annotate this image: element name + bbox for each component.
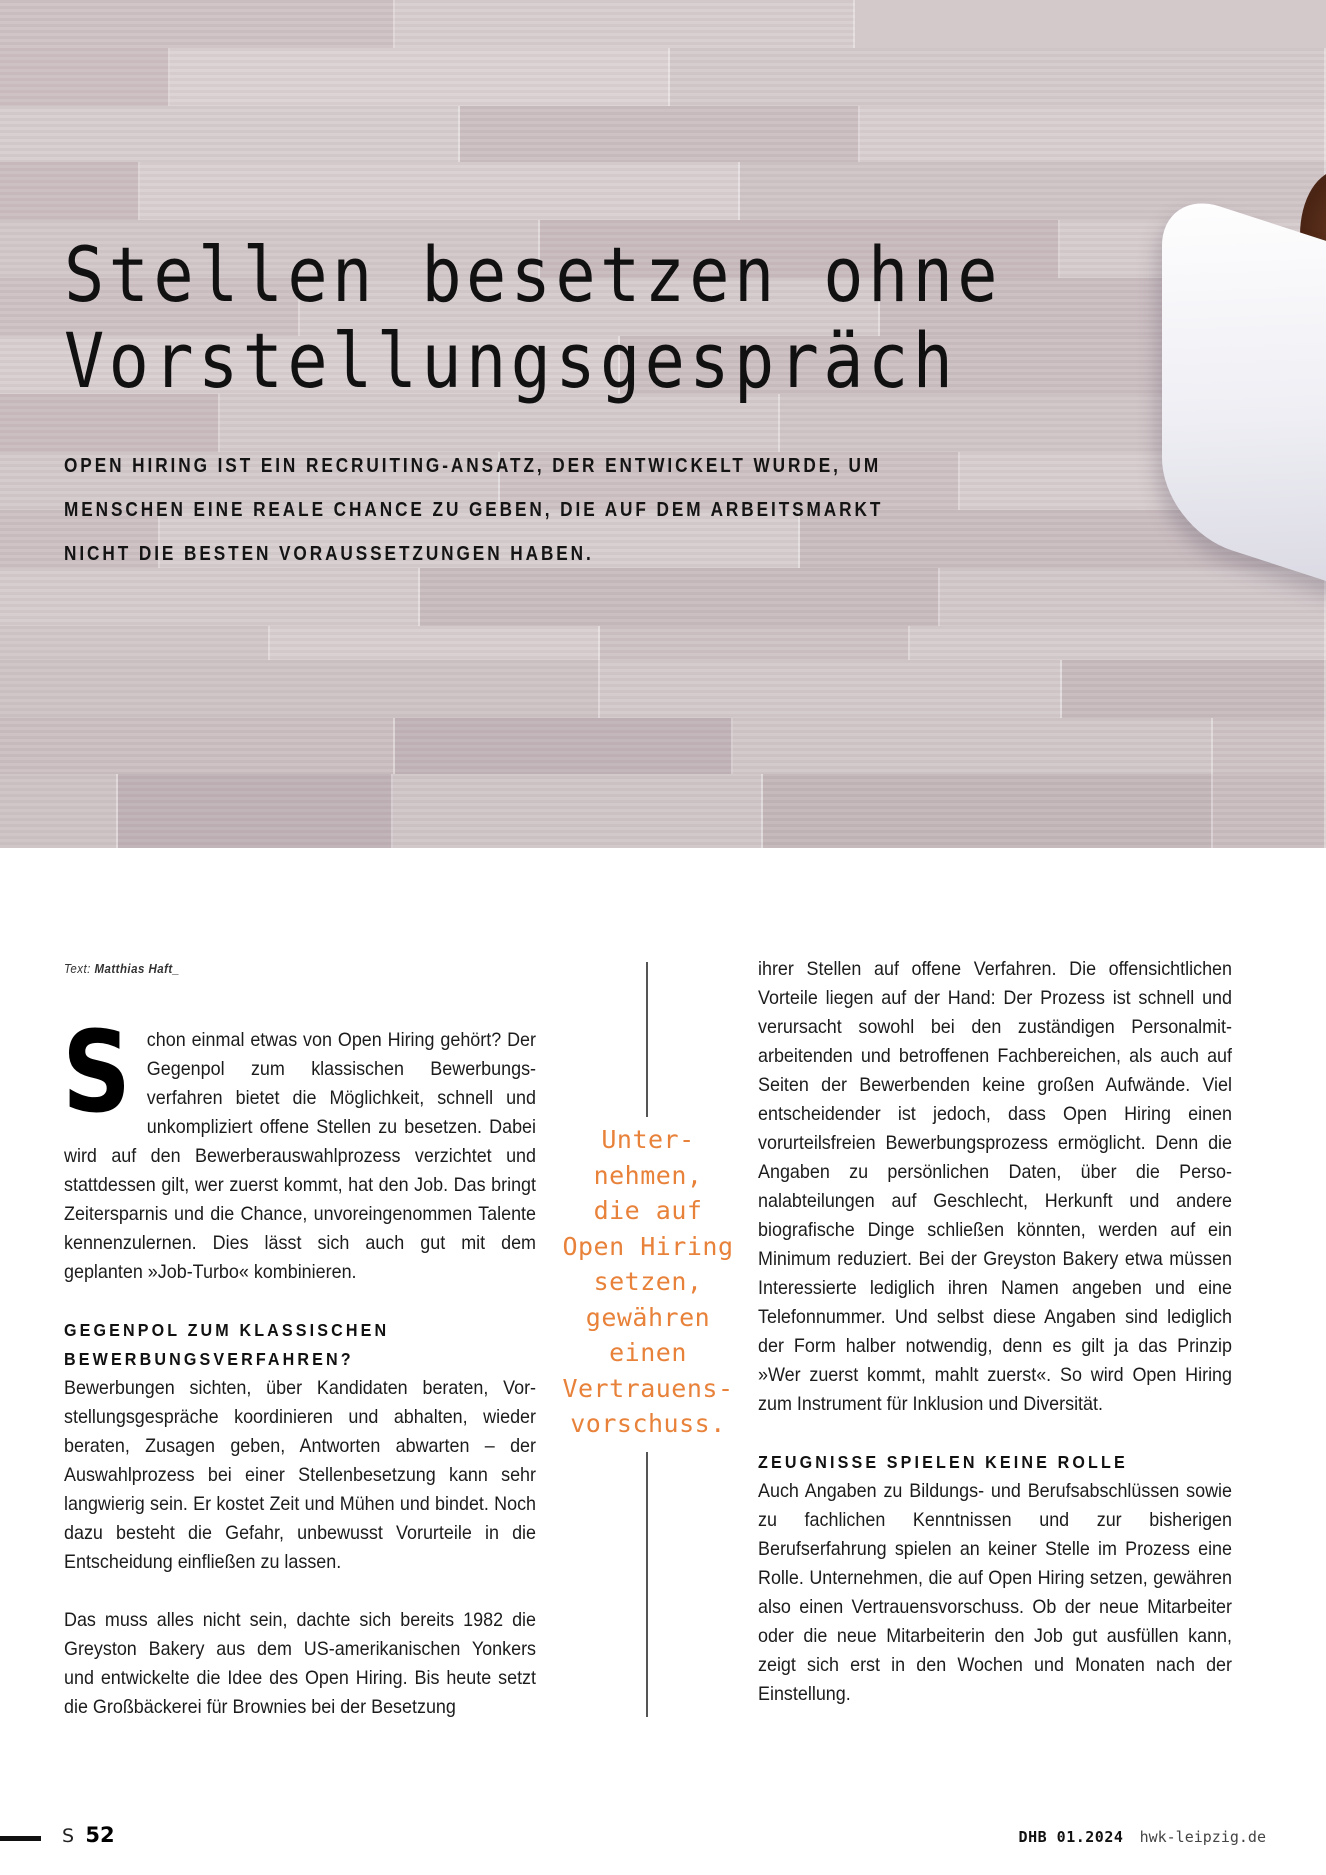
headline-line-2: Vorstellungsgespräch — [64, 316, 958, 405]
section-1-paragraph-2: Das muss alles nicht sein, dachte sich bereits 1982 die Greyston Bakery aus dem US-amerikanischen Yonkers und entwickelte die Idee des Open Hiring. Bis heute setzt die Großbäckerei für Brownies bei der Besetzung — [64, 1609, 537, 1718]
footer-rule — [0, 1836, 41, 1841]
hero-image — [0, 0, 1326, 848]
article-column-right — [758, 955, 1232, 1709]
lead-line-2: MENSCHEN EINE REALE CHANCE ZU GEBEN, DIE AUF DEM ARBEITSMARKT — [64, 499, 884, 521]
pull-quote-rule-top — [646, 962, 648, 1117]
pull-quote-line: einen — [609, 1338, 687, 1367]
floor-plank-row — [0, 568, 1326, 628]
floor-plank-row — [0, 106, 1326, 166]
footer-publication — [1019, 1828, 1266, 1846]
lead-line-1: OPEN HIRING IST EIN RECRUITING-ANSATZ, DER ENTWICKELT WURDE, UM — [64, 455, 882, 477]
pull-quote-line: Open Hiring — [562, 1231, 734, 1261]
floor-plank-row — [0, 162, 1326, 222]
section-letter: S — [62, 1825, 75, 1847]
pull-quote-line: nehmen, — [593, 1160, 703, 1190]
pull-quote-line: die auf — [593, 1196, 703, 1225]
page-number-value: 52 — [85, 1823, 115, 1847]
section-1-paragraph-2-continued: ihrer Stellen auf offene Verfahren. Die offensichtlichen Vorteile liegen auf der Hand: Der Prozess ist schnell und verursacht sowohl bei den zuständigen Personalmitarbeitenden und betroffenen Fachbereichen, als auch auf Seiten der Bewerbenden keine großen Aufwände. Viel entscheidender ist jedoch, dass Open Hiring einen vorurteilsfreien Bewerbungsprozess ermöglicht. Denn die Angaben zu persönlichen Daten, über die Personalabteilungen auf Geschlecht, Herkunft und andere biografische Dinge schließen könnten, werden auf ein Minimum reduziert. Bei der Greyston Bakery etwa müssen Interessierte lediglich ihren Namen angeben und eine Telefonnummer. Und selbst diese Angaben sind lediglich der Form halber notwendig, denn es gilt ja das Prinzip »Wer zuerst kommt, mahlt zuerst«. So wird Open Hiring zum Instrument für Inklusion und Diversität. — [758, 958, 1233, 1415]
pull-quote-line: Unter- — [601, 1125, 695, 1154]
section-heading-gegenpol: GEGENPOL ZUM KLASSISCHEN BEWERBUNGSVERFAHREN? — [64, 1320, 390, 1369]
pull-quote-line: setzen, — [593, 1267, 703, 1296]
byline-author: Matthias Haft_ — [94, 962, 180, 976]
floor-plank-row — [0, 660, 1326, 720]
pull-quote — [548, 1122, 748, 1442]
drop-cap: S — [62, 1006, 132, 1139]
page-number — [62, 1823, 115, 1848]
section-2-paragraph-1: Auch Angaben zu Bildungs- und Berufsabschlüssen sowie zu fachlichen Kenntnissen und zur bisherigen Berufserfahrung spielen an keiner Stelle im Prozess eine Rolle. Unternehmen, die auf Open Hiring setzen, gewähren also einen Vertrauensvorschuss. Ob der neue Mitarbeiter oder die neue Mitarbeiterin den Job gut ausfüllen kann, zeigt sich erst in den Wochen und Monaten nach der Einstellung. — [758, 1480, 1233, 1705]
article-column-left — [64, 955, 536, 1722]
issue-label: DHB 01.2024 — [1018, 1828, 1124, 1846]
section-heading-zeugnisse: ZEUGNISSE SPIELEN KEINE ROLLE — [758, 1452, 1128, 1472]
website-link[interactable]: hwk-leipzig.de — [1139, 1828, 1266, 1846]
headline-line-1: Stellen besetzen ohne — [64, 230, 1002, 319]
intro-text: chon einmal etwas von Open Hiring gehört? Der Gegenpol zum klassischen Bewerbungsverfahren bietet die Möglichkeit, schnell und unkompliziert offene Stellen zu besetzen. Dabei wird auf den Bewerberauswahlprozess verzichtet und stattdessen gilt, wer zuerst kommt, hat den Job. Das bringt Zeitersparnis und die Chance, unvoreingenommen Talente kennenzulernen. Dies lässt sich auch gut mit dem geplanten »Job-Turbo« kombinieren. — [64, 1029, 537, 1283]
pull-quote-line: gewähren — [585, 1302, 711, 1332]
floor-plank-row — [0, 718, 1326, 778]
pull-quote-rule-bottom — [646, 1452, 648, 1717]
pull-quote-line: Vertrauens- — [562, 1373, 734, 1403]
pull-quote-line: vorschuss. — [570, 1409, 726, 1438]
article-headline — [64, 232, 1032, 404]
floor-plank-row — [0, 48, 1326, 108]
intro-paragraph — [62, 1006, 537, 1287]
lead-line-3: NICHT DIE BESTEN VORAUSSETZUNGEN HABEN. — [64, 543, 594, 565]
article-lead — [64, 444, 907, 576]
byline-label: Text: — [64, 962, 91, 976]
section-1-paragraph-1: Bewerbungen sichten, über Kandidaten beraten, Vorstellungsgespräche koordinieren und abhalten, wieder beraten, Zusagen geben, Antworten abwarten – der Auswahlprozess bei einer Stellenbesetzung kann sehr langwierig sein. Er kostet Zeit und Mühen und bindet. Noch dazu besteht die Gefahr, unbewusst Vorurteile in die Entscheidung einfließen zu lassen. — [64, 1377, 537, 1573]
byline — [64, 955, 536, 984]
floor-plank-row — [0, 774, 1326, 848]
